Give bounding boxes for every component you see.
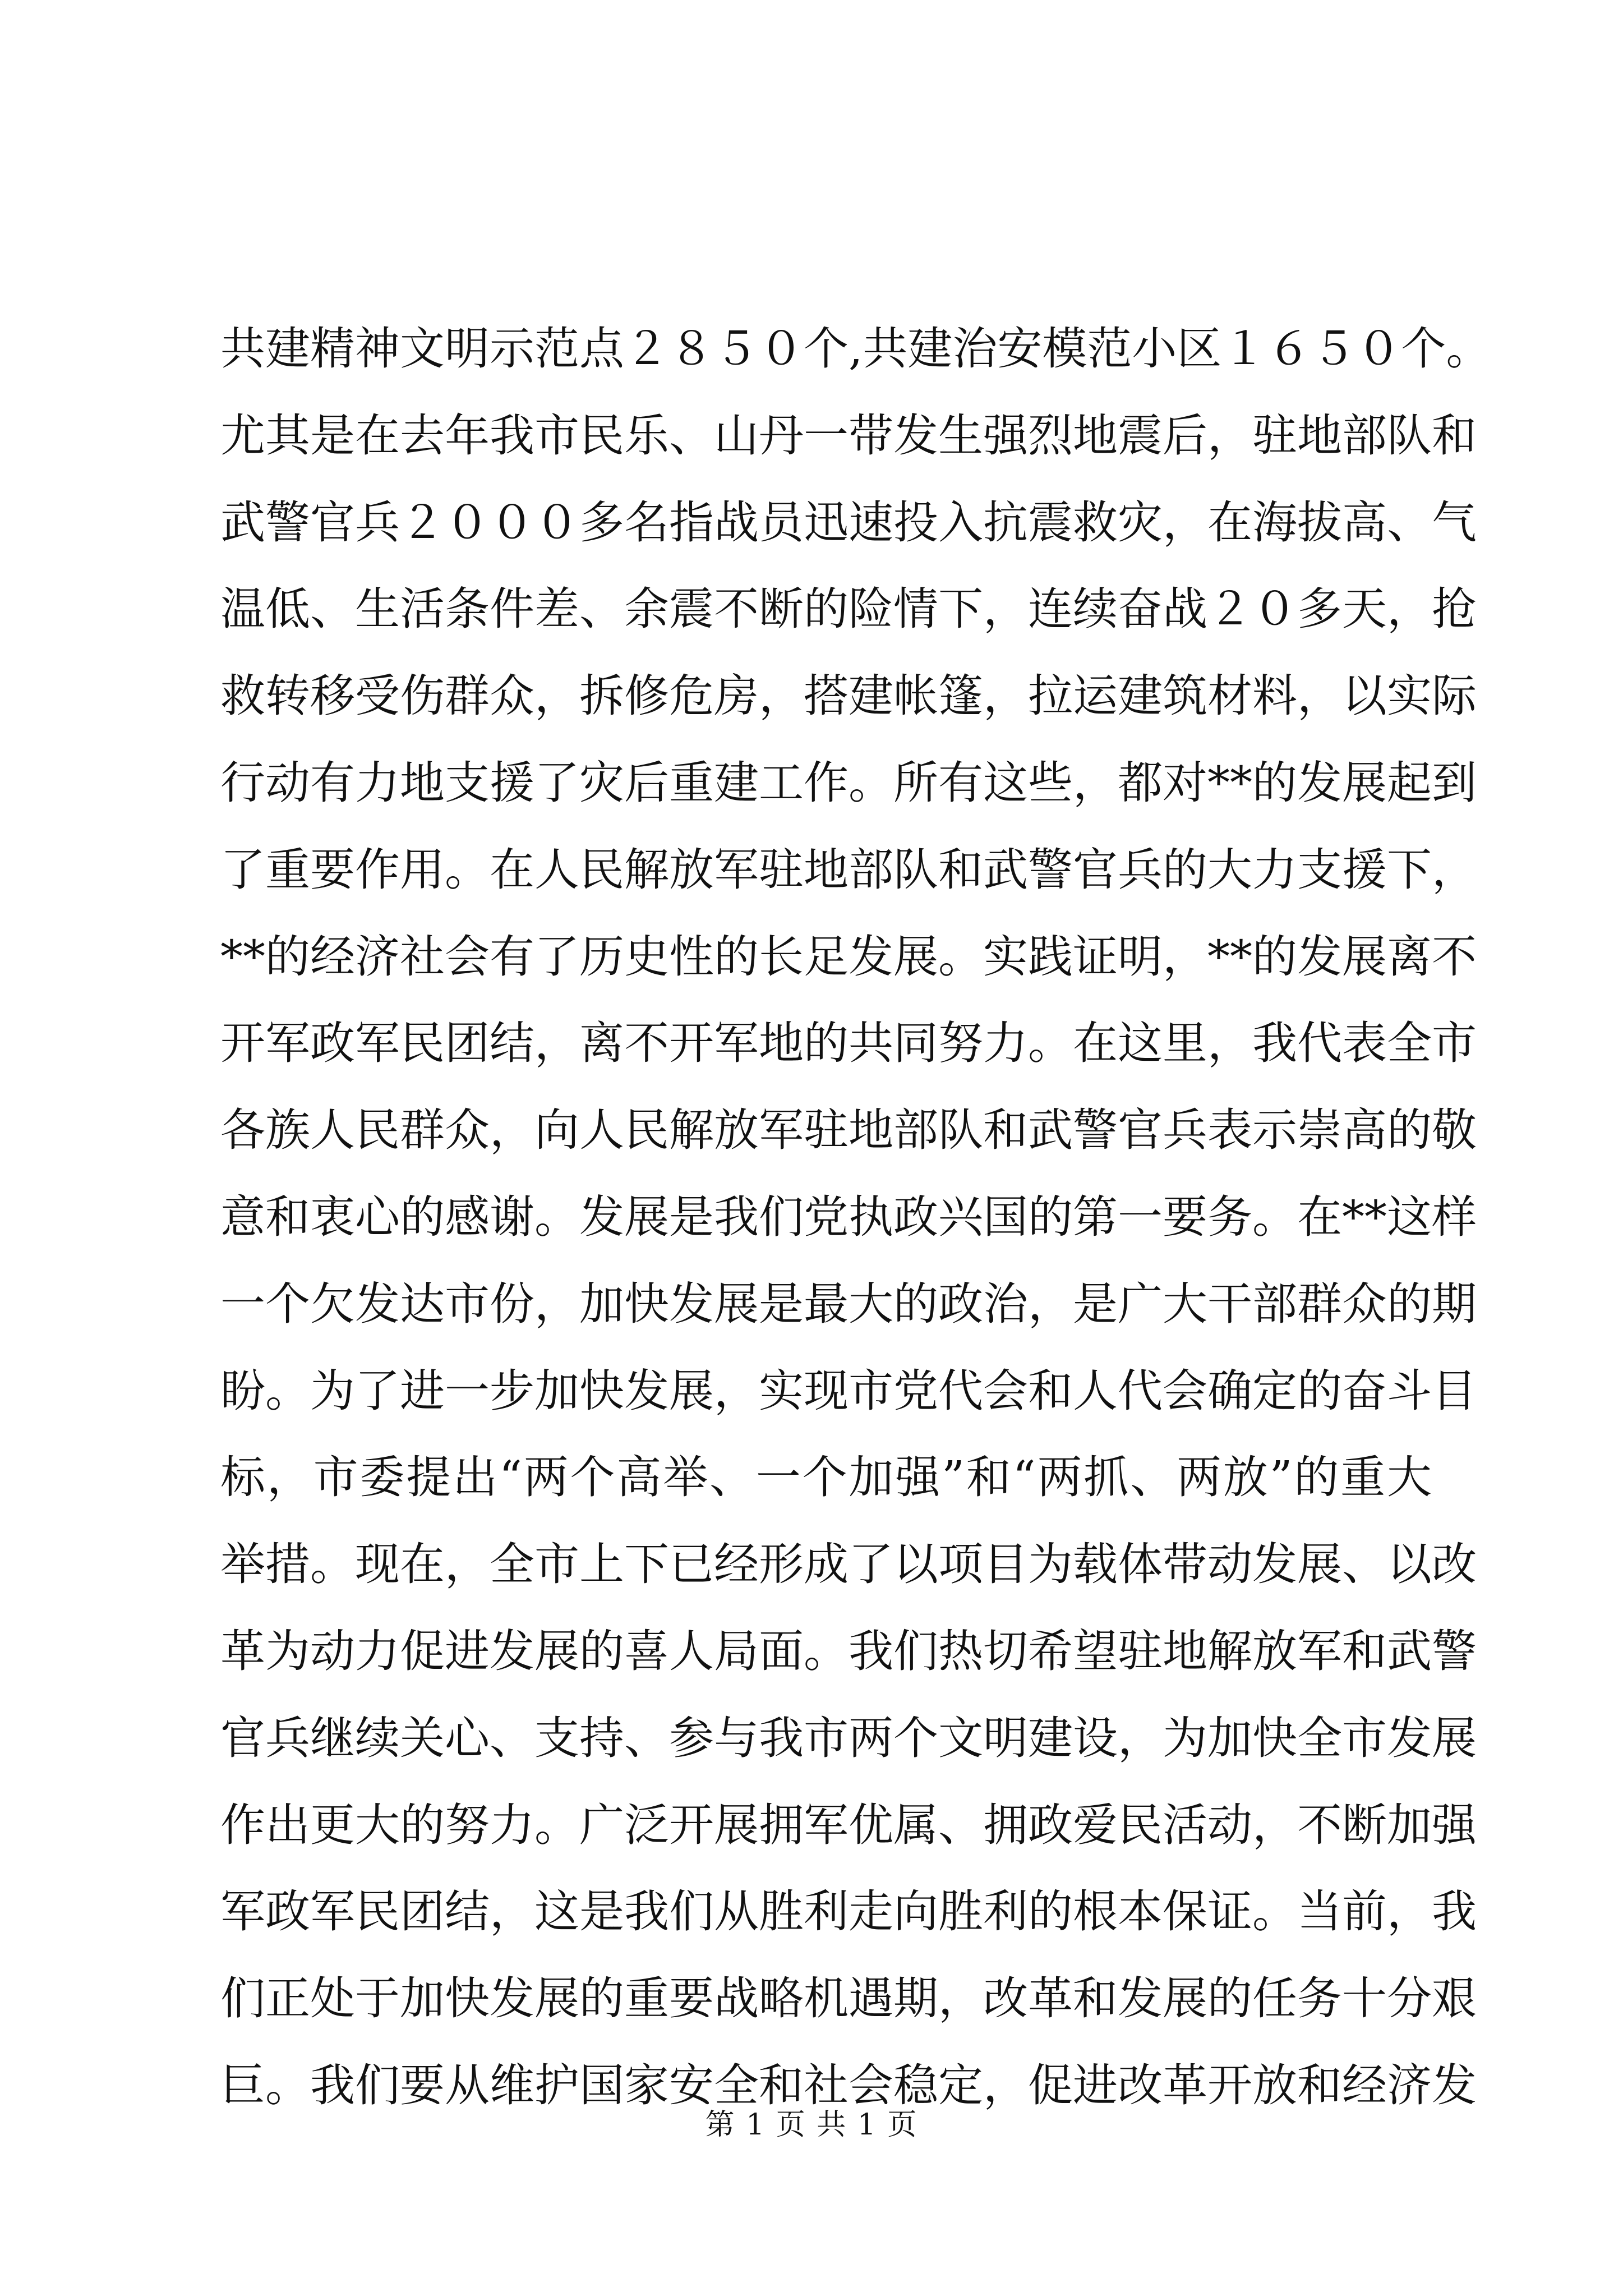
text-line: 行动有力地支援了灾后重建工作。所有这些，都对**的发展起到 <box>220 756 1477 809</box>
text-line: 举措。现在，全市上下已经形成了以项目为载体带动发展、以改 <box>220 1538 1477 1591</box>
text-line: 盼。为了进一步加快发展，实现市党代会和人代会确定的奋斗目 <box>220 1364 1477 1417</box>
text-line: 军政军民团结，这是我们从胜利走向胜利的根本保证。当前，我 <box>220 1885 1477 1938</box>
text-line: 武警官兵２０００多名指战员迅速投入抗震救灾，在海拔高、气 <box>220 496 1477 549</box>
page-footer: 第 1 页 共 1 页 <box>705 2108 918 2142</box>
text-line: **的经济社会有了历史性的长足发展。实践证明，**的发展离不 <box>220 930 1477 983</box>
text-line: 们正处于加快发展的重要战略机遇期，改革和发展的任务十分艰 <box>220 1972 1477 2025</box>
text-line: 革为动力促进发展的喜人局面。我们热切希望驻地解放军和武警 <box>220 1625 1477 1677</box>
text-line: 开军政军民团结，离不开军地的共同努力。在这里，我代表全市 <box>220 1017 1477 1070</box>
text-line: 各族人民群众，向人民解放军驻地部队和武警官兵表示崇高的敬 <box>220 1104 1477 1157</box>
text-line: 意和衷心的感谢。发展是我们党执政兴国的第一要务。在**这样 <box>220 1190 1477 1243</box>
text-line: 一个欠发达市份，加快发展是最大的政治，是广大干部群众的期 <box>220 1277 1477 1330</box>
document-body <box>220 306 1491 2129</box>
text-line: 温低、生活条件差、余震不断的险情下，连续奋战２０多天，抢 <box>220 583 1477 636</box>
text-line: 标，市委提出“两个高举、一个加强”和“两抓、两放”的重大 <box>220 1451 1432 1504</box>
text-line: 巨。我们要从维护国家安全和社会稳定，促进改革开放和经济发 <box>220 2059 1477 2111</box>
text-line: 共建精神文明示范点２８５０个,共建治安模范小区１６５０个。 <box>220 323 1491 375</box>
text-line: 官兵继续关心、支持、参与我市两个文明建设，为加快全市发展 <box>220 1711 1477 1764</box>
text-line: 救转移受伤群众，拆修危房，搭建帐篷，拉运建筑材料，以实际 <box>220 670 1477 723</box>
text-line: 尤其是在去年我市民乐、山丹一带发生强烈地震后，驻地部队和 <box>220 409 1477 462</box>
text-line: 作出更大的努力。广泛开展拥军优属、拥政爱民活动，不断加强 <box>220 1798 1477 1851</box>
text-line: 了重要作用。在人民解放军驻地部队和武警官兵的大力支援下， <box>220 843 1477 896</box>
